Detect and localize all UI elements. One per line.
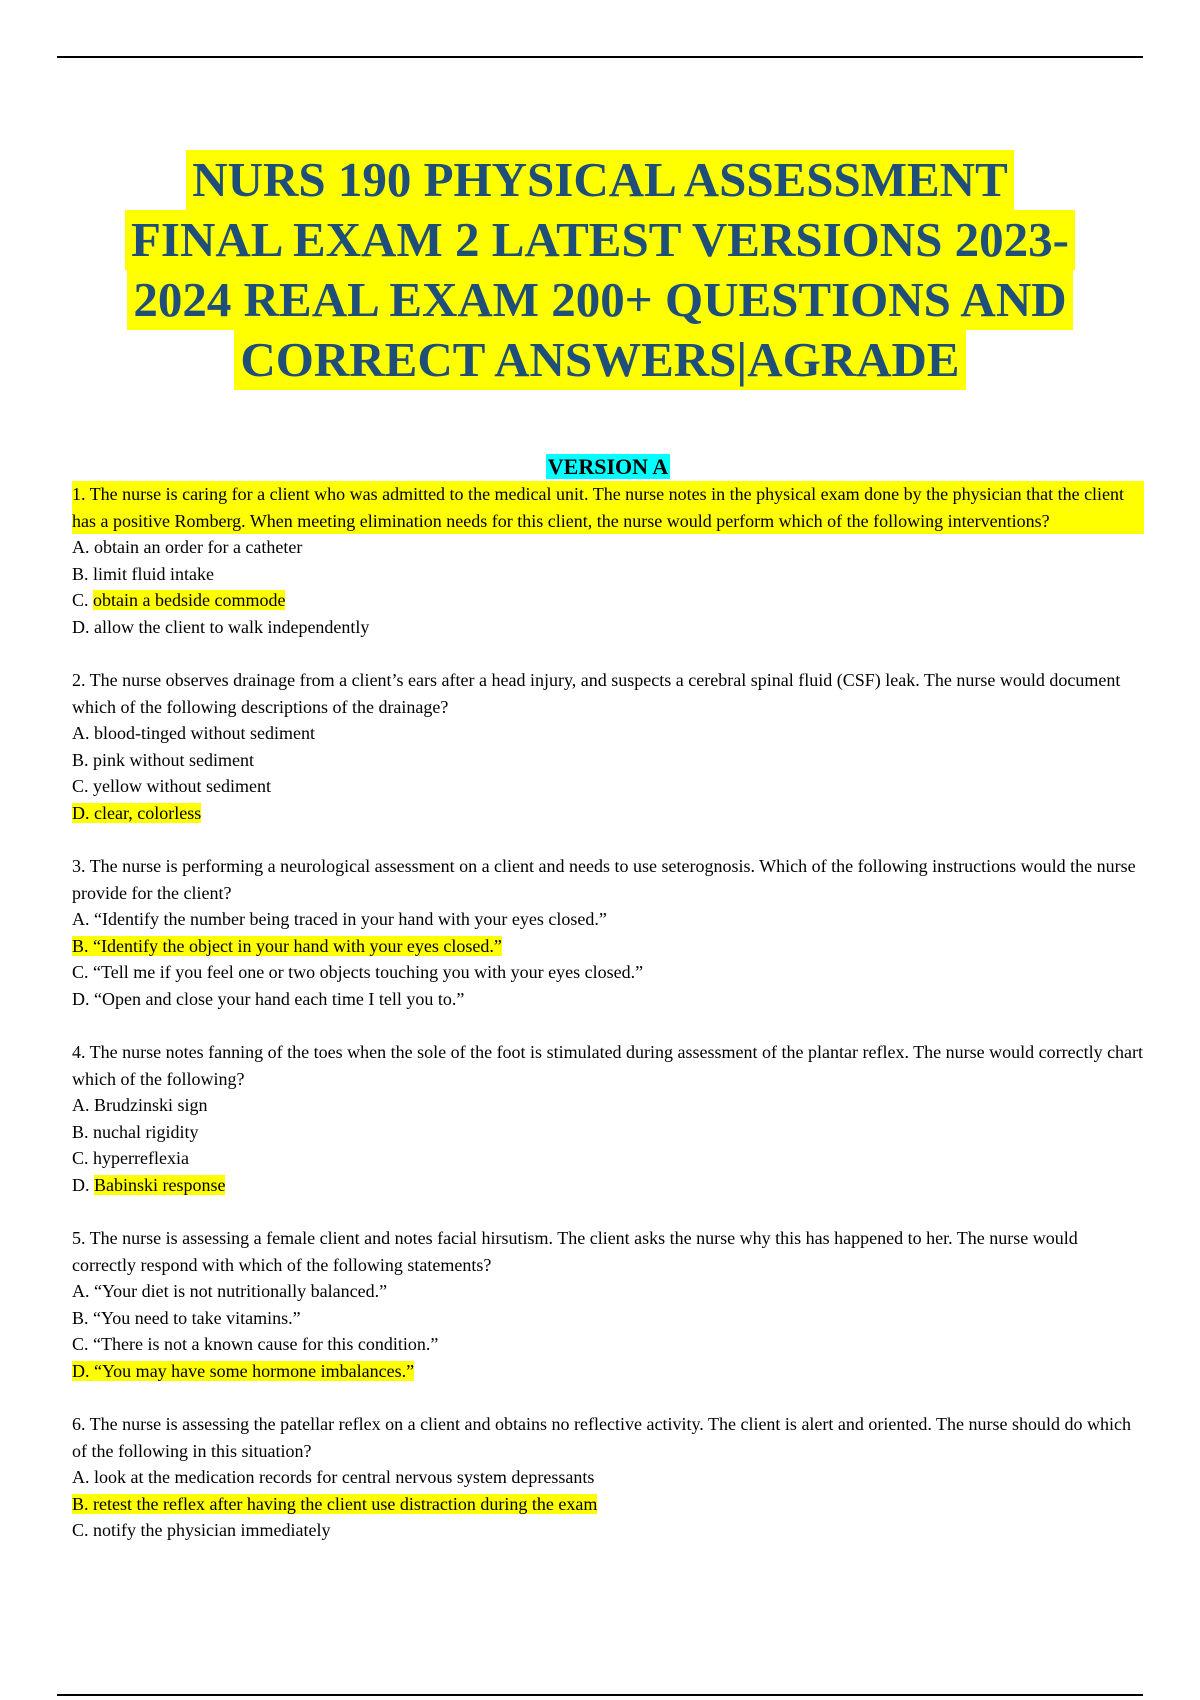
bottom-rule <box>57 1694 1143 1696</box>
option-a <box>72 906 1144 933</box>
option-b <box>72 561 1144 588</box>
option-c <box>72 1517 1144 1544</box>
question-6 <box>72 1411 1144 1544</box>
option-a <box>72 1464 1144 1491</box>
option-a <box>72 1278 1144 1305</box>
exam-content <box>72 453 1144 1571</box>
option-text: “There is not a known cause for this condition.” <box>93 1334 439 1354</box>
option-text: hyperreflexia <box>93 1148 189 1168</box>
option-letter: C. <box>72 1334 94 1354</box>
option-text: nuchal rigidity <box>93 1121 199 1142</box>
option-b-correct <box>72 1491 1144 1518</box>
option-letter: D. <box>72 988 94 1009</box>
option-text: notify the physician immediately <box>93 1520 331 1540</box>
option-text: allow the client to walk independently <box>94 616 370 637</box>
option-letter: B. <box>72 1121 94 1142</box>
option-text: clear, colorless <box>94 802 202 823</box>
option-text: “Identify the number being traced in your hand with your eyes closed.” <box>94 909 607 929</box>
option-c <box>72 1331 1144 1358</box>
option-text: “Tell me if you feel one or two objects touching you with your eyes closed.” <box>93 962 644 982</box>
title-line: FINAL EXAM 2 LATEST VERSIONS 2023- <box>125 210 1075 270</box>
question-2 <box>72 667 1144 826</box>
option-letter: D. <box>72 802 94 823</box>
option-c <box>72 959 1144 986</box>
option-b <box>72 747 1144 774</box>
option-letter: A. <box>72 1467 94 1487</box>
option-letter: A. <box>72 537 94 557</box>
question-4 <box>72 1039 1144 1198</box>
option-letter: D. <box>72 616 94 637</box>
option-text: “Open and close your hand each time I tell you to.” <box>94 988 465 1009</box>
option-text: “You need to take vitamins.” <box>93 1307 301 1328</box>
version-heading <box>72 453 1144 481</box>
option-d-correct <box>72 1358 1144 1385</box>
option-text: limit fluid intake <box>93 563 214 584</box>
option-a <box>72 720 1144 747</box>
option-c <box>72 1145 1144 1172</box>
option-letter: B. <box>72 749 94 770</box>
option-letter: A. <box>72 723 94 743</box>
question-text: 3. The nurse is performing a neurological assessment on a client and needs to use seterognosis. Which of the following instructions would the nurse provide for the client? <box>72 856 1136 903</box>
option-letter: C. <box>72 1148 94 1168</box>
option-text: Babinski response <box>94 1174 226 1195</box>
option-text: retest the reflex after having the client use distraction during the exam <box>93 1493 598 1514</box>
question-text: 1. The nurse is caring for a client who was admitted to the medical unit. The nurse notes in the physical exam done by the physician that the client has a positive Romberg. When meeting elimination needs for this client, the nurse would perform which of the following interventions? <box>72 481 1144 534</box>
option-c <box>72 773 1144 800</box>
title-line: 2024 REAL EXAM 200+ QUESTIONS AND <box>127 270 1072 330</box>
question-1 <box>72 481 1144 640</box>
top-rule <box>57 56 1143 58</box>
option-letter: C. <box>72 590 94 610</box>
option-letter: D. <box>72 1360 94 1381</box>
option-text: obtain a bedside commode <box>93 590 286 610</box>
option-letter: D. <box>72 1174 94 1195</box>
option-d <box>72 614 1144 641</box>
option-text: “Identify the object in your hand with your eyes closed.” <box>93 935 502 956</box>
option-letter: C. <box>72 962 94 982</box>
question-text: 2. The nurse observes drainage from a client’s ears after a head injury, and suspects a cerebral spinal fluid (CSF) leak. The nurse would document which of the following descriptions of the drainage? <box>72 670 1121 717</box>
option-text: look at the medication records for central nervous system depressants <box>94 1467 595 1487</box>
option-a <box>72 534 1144 561</box>
question-text: 4. The nurse notes fanning of the toes when the sole of the foot is stimulated during assessment of the plantar reflex. The nurse would correctly chart which of the following? <box>72 1042 1144 1089</box>
option-letter: B. <box>72 563 94 584</box>
option-letter: B. <box>72 935 94 956</box>
question-text: 5. The nurse is assessing a female client and notes facial hirsutism. The client asks the nurse why this has happened to her. The nurse would correctly respond with which of the following statements? <box>72 1228 1078 1275</box>
option-b <box>72 1305 1144 1332</box>
option-letter: C. <box>72 776 94 796</box>
version-label: VERSION A <box>547 454 669 479</box>
option-text: Brudzinski sign <box>94 1095 208 1115</box>
option-letter: B. <box>72 1307 94 1328</box>
title-line: NURS 190 PHYSICAL ASSESSMENT <box>186 150 1014 210</box>
question-5 <box>72 1225 1144 1384</box>
option-a <box>72 1092 1144 1119</box>
option-c-correct <box>72 587 1144 614</box>
option-letter: A. <box>72 909 94 929</box>
option-b <box>72 1119 1144 1146</box>
option-text: pink without sediment <box>93 749 255 770</box>
question-text: 6. The nurse is assessing the patellar reflex on a client and obtains no reflective activity. The client is alert and oriented. The nurse should do which of the following in this situation? <box>72 1414 1132 1461</box>
option-text: blood-tinged without sediment <box>94 723 315 743</box>
option-d-correct <box>72 800 1144 827</box>
option-text: “Your diet is not nutritionally balanced.” <box>94 1281 388 1301</box>
option-b-correct <box>72 933 1144 960</box>
option-letter: A. <box>72 1095 94 1115</box>
option-letter: C. <box>72 1520 94 1540</box>
option-text: obtain an order for a catheter <box>94 537 303 557</box>
option-text: “You may have some hormone imbalances.” <box>94 1360 415 1381</box>
option-text: yellow without sediment <box>93 776 271 796</box>
option-d <box>72 986 1144 1013</box>
document-title <box>60 150 1140 390</box>
question-3 <box>72 853 1144 1012</box>
title-line: CORRECT ANSWERS|AGRADE <box>234 330 965 390</box>
option-letter: A. <box>72 1281 94 1301</box>
option-letter: B. <box>72 1493 94 1514</box>
option-d-correct <box>72 1172 1144 1199</box>
